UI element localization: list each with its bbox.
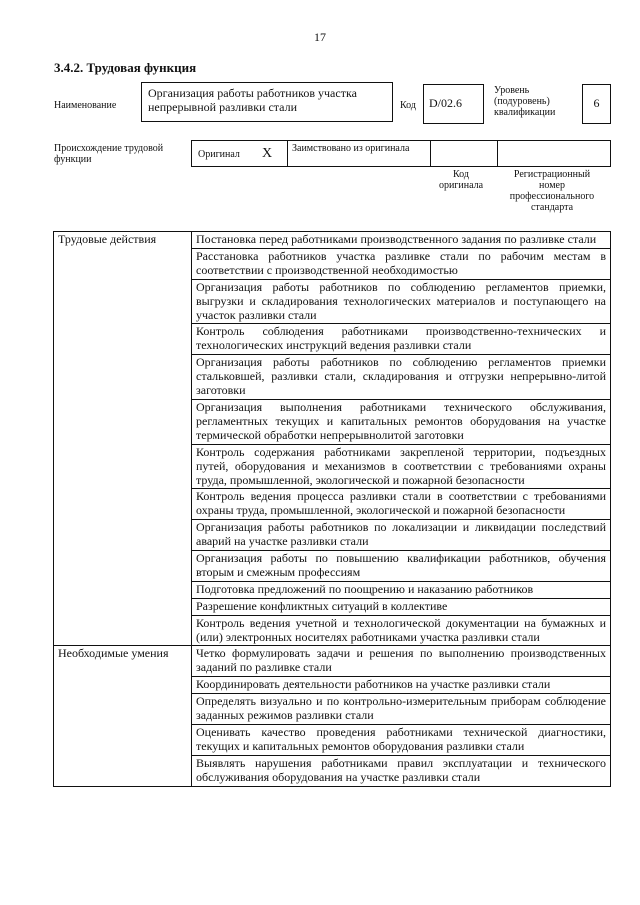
table-cell: Контроль ведения процесса разливки стали в соответствии с требованиями охраны труда, промышленной, экологической и пожарной безопасности bbox=[192, 489, 611, 520]
group-label: Трудовые действия bbox=[54, 232, 192, 646]
skill-row bbox=[54, 646, 611, 677]
level-label: Уровень (подуровень) квалификации bbox=[494, 85, 556, 118]
original-label: Оригинал bbox=[198, 149, 240, 160]
origin-table bbox=[191, 140, 611, 167]
main-table bbox=[53, 231, 611, 787]
table-cell: Подготовка предложений по поощрению и наказанию работников bbox=[192, 581, 611, 598]
table-cell: Контроль соблюдения работниками производственно-технических и технологических инструкций ведения разливки стали bbox=[192, 324, 611, 355]
group-label: Необходимые умения bbox=[54, 646, 192, 786]
origin-label: Происхождение трудовой функции bbox=[54, 143, 164, 165]
code-value: D/02.6 bbox=[429, 96, 462, 110]
table-cell: Организация работы по повышению квалификации работников, обучения вторым и смежным профессиям bbox=[192, 551, 611, 582]
table-cell: Организация выполнения работниками технического обслуживания, регламентных текущих и капитальных ремонтов оборудования на участке термической обработки непрерывнолитой заготовки bbox=[192, 399, 611, 444]
origin-code-label: Код оригинала bbox=[438, 169, 484, 191]
page-number: 17 bbox=[314, 30, 326, 44]
table-cell: Оценивать качество проведения работниками технической диагностики, текущих и капитальных ремонтов оборудования разливки стали bbox=[192, 725, 611, 756]
table-cell: Расстановка работников участка разливке стали по рабочим местам в соответствии с производственной необходимостью bbox=[192, 248, 611, 279]
table-cell: Контроль содержания работниками закрепленой территории, подъездных путей, оборудования и механизмов в соответствии с требованиями охраны труда, промышленной, экологической и пожарной безопасности bbox=[192, 444, 611, 489]
level-value: 6 bbox=[593, 96, 600, 110]
code-label: Код bbox=[400, 100, 416, 111]
section-title: 3.4.2. Трудовая функция bbox=[54, 60, 197, 75]
function-name: Организация работы работников участка непрерывной разливки стали bbox=[148, 86, 357, 114]
table-cell: Выявлять нарушения работниками правил эксплуатации и технического обслуживания оборудования на участке разливки стали bbox=[192, 755, 611, 786]
table-cell: Организация работы работников по соблюдению регламентов приемки стальковшей, разливки стали, складирования и отгрузки непрерывно-литой заготовки bbox=[192, 355, 611, 400]
table-cell: Постановка перед работниками производственного задания по разливке стали bbox=[192, 232, 611, 249]
borrowed-label: Заимствовано из оригинала bbox=[292, 143, 410, 154]
table-cell: Контроль ведения учетной и технологической документации на бумажных и (или) электронных носителях работниками участка разливки стали bbox=[192, 615, 611, 646]
table-cell: Организация работы работников по локализации и ликвидации последствий аварий на участке разливки стали bbox=[192, 520, 611, 551]
labor-action-row bbox=[54, 232, 611, 249]
name-label: Наименование bbox=[54, 100, 117, 111]
original-mark: X bbox=[262, 146, 273, 161]
divider bbox=[430, 141, 431, 166]
reg-number-label: Регистрационный номер профессионального стандарта bbox=[509, 169, 595, 213]
divider bbox=[287, 141, 288, 166]
table-cell: Организация работы работников по соблюдению регламентов приемки, выгрузки и складирования технологических материалов и поступающего на участок разливки стали bbox=[192, 279, 611, 324]
table-cell: Координировать деятельности работников на участке разливки стали bbox=[192, 677, 611, 694]
level-box bbox=[582, 84, 611, 124]
function-name-box bbox=[141, 82, 393, 122]
table-cell: Разрешение конфликтных ситуаций в коллективе bbox=[192, 598, 611, 615]
table-cell: Определять визуально и по контрольно-измерительным приборам соблюдение заданных режимов разливки стали bbox=[192, 694, 611, 725]
divider bbox=[497, 141, 498, 166]
table-cell: Четко формулировать задачи и решения по выполнению производственных заданий по разливке стали bbox=[192, 646, 611, 677]
code-box bbox=[423, 84, 484, 124]
